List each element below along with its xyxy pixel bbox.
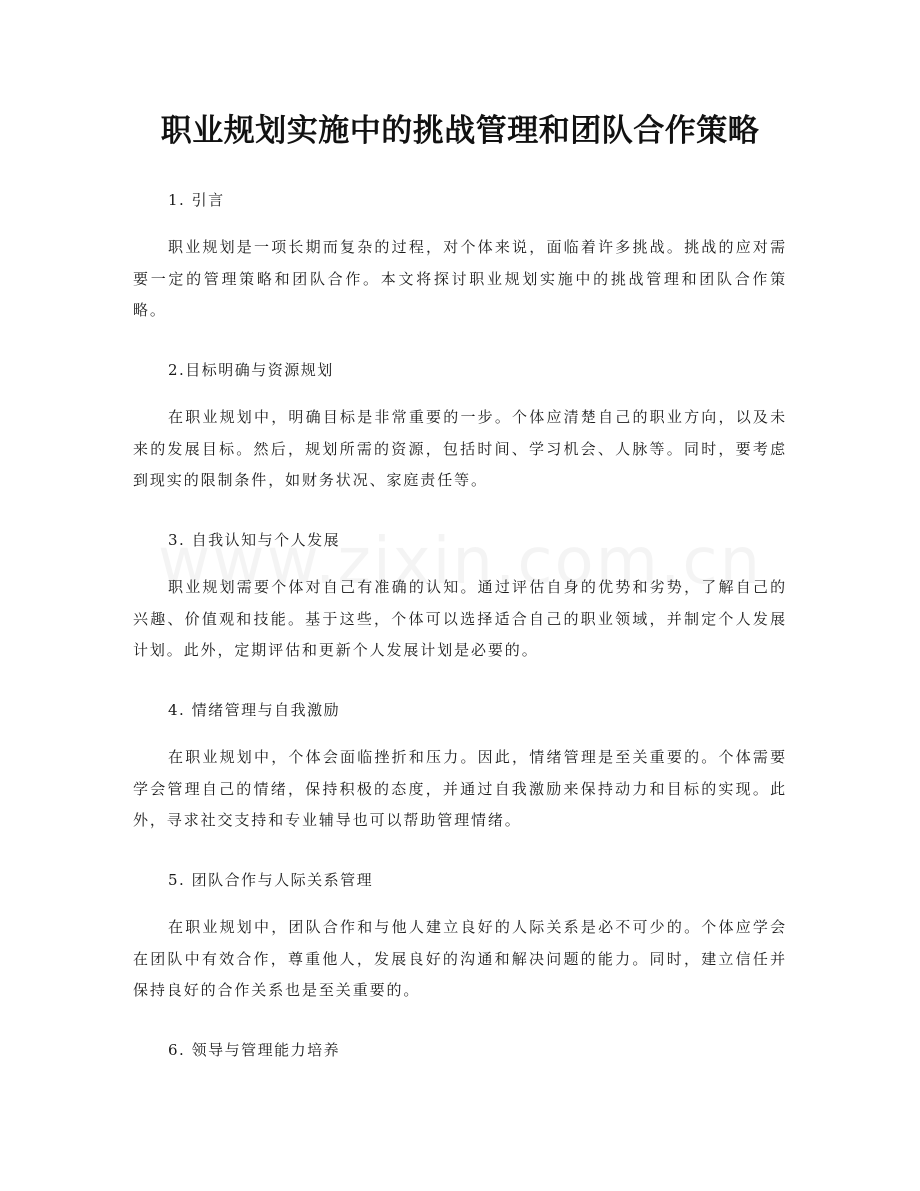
section-paragraph-introduction: 职业规划是一项长期而复杂的过程，对个体来说，面临着许多挑战。挑战的应对需要一定的管理策略和团队合作。本文将探讨职业规划实施中的挑战管理和团队合作策略。 <box>133 238 787 319</box>
section-heading-teamwork: 5. 团队合作与人际关系管理 <box>168 871 374 889</box>
section-paragraph-teamwork: 在职业规划中，团队合作和与他人建立良好的人际关系是必不可少的。个体应学会在团队中有效合作，尊重他人，发展良好的沟通和解决问题的能力。同时，建立信任并保持良好的合作关系也是至关重要的。 <box>133 918 787 999</box>
section-heading-leadership: 6. 领导与管理能力培养 <box>168 1041 341 1059</box>
section-heading-introduction: 1. 引言 <box>168 191 225 209</box>
section-heading-goals-resources: 2.目标明确与资源规划 <box>168 361 334 379</box>
section-paragraph-goals-resources: 在职业规划中，明确目标是非常重要的一步。个体应清楚自己的职业方向，以及未来的发展目标。然后，规划所需的资源，包括时间、学习机会、人脉等。同时，要考虑到现实的限制条件，如财务状况、家庭责任等。 <box>133 408 787 489</box>
section-paragraph-self-awareness: 职业规划需要个体对自己有准确的认知。通过评估自身的优势和劣势，了解自己的兴趣、价值观和技能。基于这些，个体可以选择适合自己的职业领域，并制定个人发展计划。此外，定期评估和更新个人发展计划是必要的。 <box>133 578 787 659</box>
section-paragraph-emotion-management: 在职业规划中，个体会面临挫折和压力。因此，情绪管理是至关重要的。个体需要学会管理自己的情绪，保持积极的态度，并通过自我激励来保持动力和目标的实现。此外，寻求社交支持和专业辅导也可以帮助管理情绪。 <box>133 748 787 829</box>
document-title: 职业规划实施中的挑战管理和团队合作策略 <box>160 113 760 149</box>
section-heading-self-awareness: 3. 自我认知与个人发展 <box>168 531 341 549</box>
section-heading-emotion-management: 4. 情绪管理与自我激励 <box>168 701 341 719</box>
